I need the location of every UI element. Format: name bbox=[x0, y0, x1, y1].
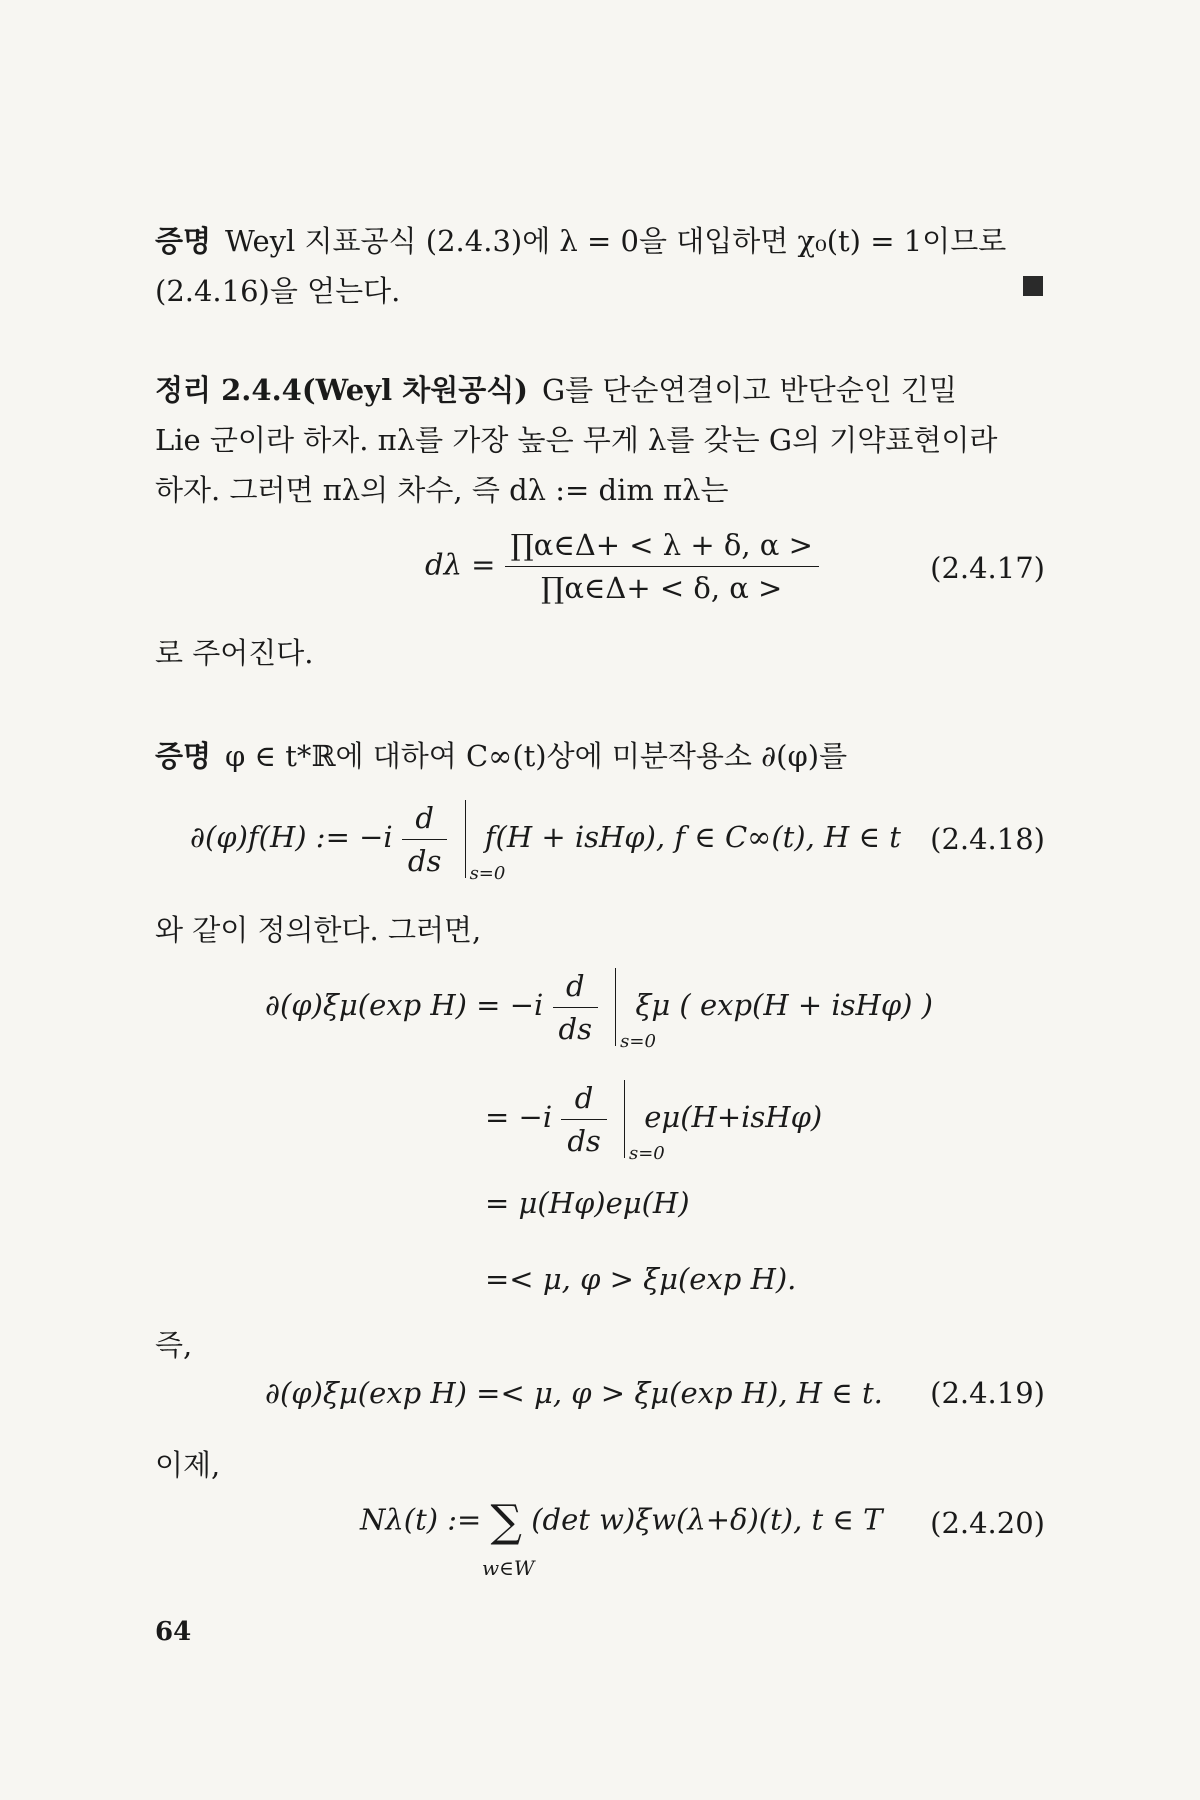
derivation-line-1 bbox=[265, 968, 933, 1052]
equation-number: (2.4.17) bbox=[930, 551, 1045, 585]
proof-heading: 증명 bbox=[155, 224, 212, 258]
d1-lhs: ∂(φ)ξμ(exp H) = −i bbox=[265, 988, 544, 1022]
definition-line: 와 같이 정의한다. 그러면, bbox=[155, 913, 482, 947]
eval-bar bbox=[615, 968, 656, 1052]
d2-num: d bbox=[561, 1081, 606, 1120]
proof-line-1: Weyl 지표공식 (2.4.3)에 λ = 0을 대입하면 χ₀(t) = 1이므로 bbox=[225, 224, 1007, 258]
proof-line-2: (2.4.16)을 얻는다. bbox=[155, 274, 401, 308]
d1-rhs: ξμ ( exp(H + isHφ) ) bbox=[635, 988, 933, 1022]
proof-intro: φ ∈ t*ℝ에 대하여 C∞(t)상에 미분작용소 ∂(φ)를 bbox=[225, 739, 848, 773]
d2-derivative bbox=[561, 1081, 606, 1158]
eq20-lhs: Nλ(t) := bbox=[360, 1502, 482, 1537]
eq17-lhs: dλ = bbox=[425, 547, 496, 582]
theorem-text-2: Lie 군이라 하자. πλ를 가장 높은 무게 λ를 갖는 G의 기약표현이라 bbox=[155, 423, 998, 457]
d2-rhs: eμ(H+isHφ) bbox=[644, 1100, 823, 1134]
derivation-line-3: = μ(Hφ)eμ(H) bbox=[485, 1186, 690, 1220]
derivation-line-2 bbox=[485, 1080, 823, 1164]
eval-sub: s=0 bbox=[628, 1143, 665, 1164]
eval-sub: s=0 bbox=[620, 1031, 656, 1052]
theorem-closing: 로 주어진다. bbox=[155, 636, 314, 670]
equation-2-4-20 bbox=[360, 1496, 882, 1547]
proof-paragraph-2 bbox=[155, 731, 1045, 781]
equation-2-4-19: ∂(φ)ξμ(exp H) =< μ, φ > ξμ(exp H), H ∈ t. bbox=[265, 1376, 883, 1410]
eq20-rhs: (det w)ξw(λ+δ)(t), t ∈ T bbox=[531, 1502, 883, 1537]
theorem-text-1: G를 단순연결이고 반단순인 긴밀 bbox=[541, 373, 957, 407]
d2-lhs: = −i bbox=[485, 1100, 553, 1134]
eq17-numerator: ∏α∈Δ+ < λ + δ, α > bbox=[505, 528, 819, 567]
eq17-fraction bbox=[505, 528, 819, 605]
proof-paragraph-1 bbox=[155, 216, 1045, 316]
summation-subscript: w∈W bbox=[482, 1556, 535, 1580]
equation-number: (2.4.19) bbox=[930, 1376, 1045, 1410]
equation-number: (2.4.18) bbox=[930, 822, 1045, 856]
page-number: 64 bbox=[155, 1617, 192, 1647]
d1-derivative bbox=[553, 969, 598, 1046]
eq18-den: ds bbox=[407, 843, 442, 878]
eval-bar bbox=[624, 1080, 665, 1164]
equation-2-4-18 bbox=[190, 800, 901, 884]
theorem-paragraph bbox=[155, 365, 1045, 515]
ije-label: 이제, bbox=[155, 1448, 221, 1482]
d1-den: ds bbox=[558, 1011, 592, 1046]
eq17-denominator: ∏α∈Δ+ < δ, α > bbox=[541, 571, 783, 605]
theorem-heading: 정리 2.4.4(Weyl 차원공식) bbox=[155, 373, 528, 407]
summation-symbol: ∑ bbox=[490, 1496, 522, 1547]
equation-2-4-17 bbox=[425, 528, 819, 605]
jeuk-label: 즉, bbox=[155, 1328, 193, 1362]
eq18-lhs: ∂(φ)f(H) := −i bbox=[190, 820, 393, 854]
derivation-line-4: =< μ, φ > ξμ(exp H). bbox=[485, 1262, 797, 1296]
eq18-derivative bbox=[402, 801, 447, 878]
d1-num: d bbox=[553, 969, 598, 1008]
qed-square-icon bbox=[1023, 276, 1043, 296]
theorem-text-3: 하자. 그러면 πλ의 차수, 즉 dλ := dim πλ는 bbox=[155, 473, 729, 507]
eval-sub: s=0 bbox=[469, 863, 506, 884]
d2-den: ds bbox=[567, 1123, 601, 1158]
eq18-rhs: f(H + isHφ), f ∈ C∞(t), H ∈ t bbox=[484, 820, 901, 854]
equation-number: (2.4.20) bbox=[930, 1506, 1045, 1540]
eq18-num: d bbox=[402, 801, 447, 840]
proof-heading: 증명 bbox=[155, 739, 212, 773]
eval-bar bbox=[465, 800, 506, 884]
